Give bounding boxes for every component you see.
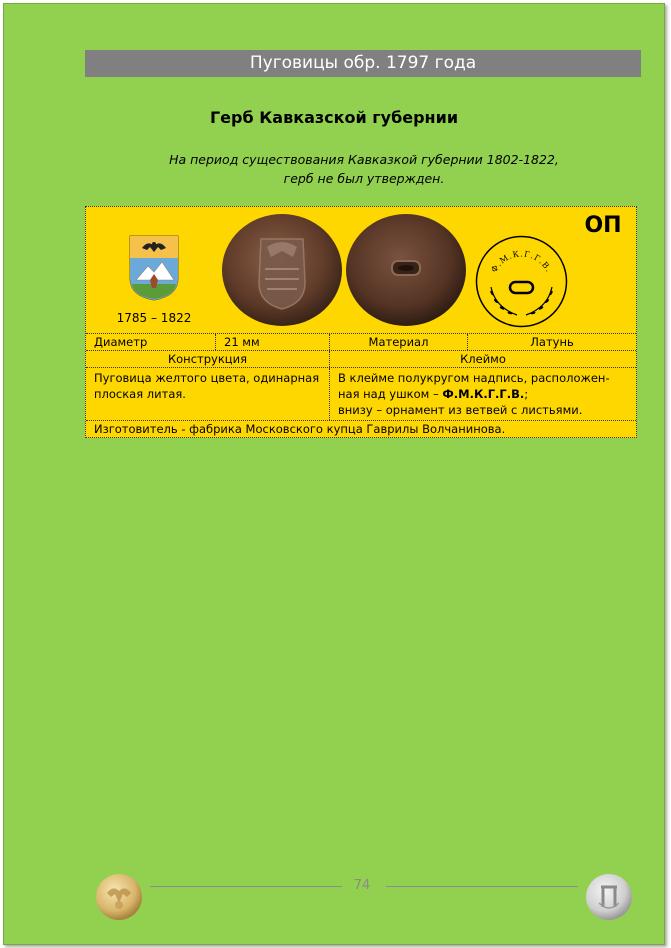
descriptions-row bbox=[86, 368, 636, 421]
maker-text: Изготовитель - фабрика Московского купца Гаврилы Волчанинова. bbox=[94, 422, 506, 436]
stamp-diagram-icon bbox=[475, 235, 568, 328]
page bbox=[3, 3, 665, 945]
stamp-label: Клеймо bbox=[460, 352, 506, 366]
section-header: Пуговицы обр. 1797 года bbox=[85, 50, 641, 77]
stamp-inscription: Ф.М.К.Г.Г.В. bbox=[442, 387, 525, 401]
svg-text:Ф.М.К.Г.Г.В. bbox=[489, 249, 553, 274]
years-label: 1785 – 1822 bbox=[116, 311, 192, 325]
material-label: Материал bbox=[330, 334, 468, 350]
specs-row bbox=[86, 334, 636, 351]
footer-monogram-button-icon bbox=[585, 873, 633, 921]
note-text bbox=[104, 150, 624, 188]
button-info-table bbox=[85, 206, 637, 438]
diameter-value: 21 мм bbox=[216, 334, 330, 350]
diameter-label: Диаметр bbox=[86, 334, 216, 350]
material-value: Латунь bbox=[530, 335, 574, 349]
button-front-photo-icon bbox=[221, 213, 343, 328]
note-line-1: На период существования Кавказкой губернии 1802-1822, bbox=[169, 152, 559, 167]
op-marking: ОП bbox=[584, 213, 622, 238]
image-row bbox=[86, 207, 636, 334]
footer-divider-left bbox=[150, 886, 342, 887]
stamp-line-3: внизу – орнамент из ветвей с листьями. bbox=[338, 403, 583, 417]
construction-text: Пуговица желтого цвета, одинарная плоская литая. bbox=[86, 368, 330, 420]
stamp-line-2-prefix: ная над ушком – bbox=[338, 387, 443, 401]
page-title: Герб Кавказской губернии bbox=[209, 108, 459, 127]
page-number: 74 bbox=[353, 878, 371, 893]
section-labels-row bbox=[86, 351, 636, 368]
construction-label: Конструкция bbox=[86, 351, 330, 367]
stamp-line-1: В клейме полукругом надпись, расположен- bbox=[338, 371, 610, 385]
stamp-line-2 bbox=[338, 386, 628, 402]
coat-of-arms-icon bbox=[128, 234, 180, 302]
stamp-line-2-suffix: ; bbox=[524, 387, 529, 401]
footer-eagle-button-icon bbox=[95, 873, 143, 921]
stamp-description bbox=[330, 368, 636, 420]
footer-divider-right bbox=[386, 886, 578, 887]
maker-row bbox=[86, 421, 636, 437]
stamp-text: Ф.М.К.Г.Г.В. bbox=[489, 249, 554, 275]
button-back-photo-icon bbox=[345, 213, 467, 328]
note-line-2: герб не был утвержден. bbox=[283, 171, 445, 186]
